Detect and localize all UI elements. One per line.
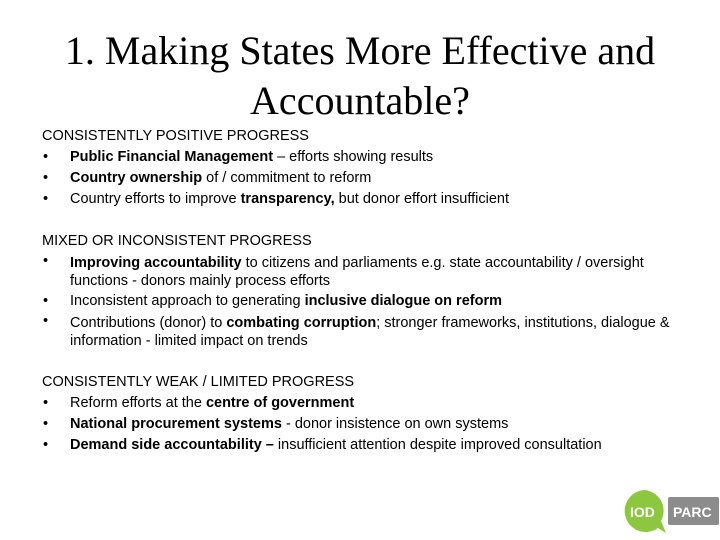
- item-text: - donor insistence on own systems: [281, 416, 509, 432]
- bold-phrase: Improving accountability: [70, 255, 242, 271]
- section-heading: CONSISTENTLY WEAK / LIMITED PROGRESS: [42, 374, 355, 390]
- slide-body: [42, 126, 692, 477]
- bold-phrase: inclusive dialogue on reform: [304, 293, 502, 309]
- item-text: to citizens and parliaments e.g. state accountability / oversight functions - donors mainly process efforts: [70, 255, 644, 289]
- bullet-icon: •: [43, 293, 49, 309]
- bold-phrase: Demand side accountability –: [70, 437, 274, 453]
- item-text: insufficient attention despite improved consultation: [273, 437, 602, 453]
- bold-phrase: combating corruption: [226, 315, 377, 331]
- slide-title-line-1: 1. Making States More Effective and: [64, 28, 656, 73]
- bold-phrase: centre of government: [205, 395, 355, 411]
- bold-phrase: Public Financial Management: [70, 149, 274, 165]
- bullet-icon: •: [43, 313, 49, 329]
- section-mixed: [42, 231, 692, 351]
- list-item: [42, 414, 692, 435]
- list-item: [42, 291, 692, 312]
- bullet-icon: •: [43, 170, 49, 186]
- item-text: Country efforts to improve: [70, 191, 241, 207]
- bullet-list: [42, 393, 692, 456]
- list-item: [42, 393, 692, 414]
- slide-title-line-2: Accountable?: [250, 78, 470, 123]
- list-item: [42, 168, 692, 189]
- bullet-icon: •: [43, 395, 49, 411]
- bullet-icon: •: [43, 149, 49, 165]
- item-text: of / commitment to reform: [202, 170, 372, 186]
- item-text: but donor effort insufficient: [334, 191, 510, 207]
- section-heading: MIXED OR INCONSISTENT PROGRESS: [42, 233, 312, 249]
- list-item: [42, 312, 692, 351]
- section-positive: [42, 126, 692, 210]
- slide-title: [0, 26, 720, 126]
- item-text: – efforts showing results: [273, 149, 434, 165]
- list-item: [42, 252, 692, 291]
- bullet-list: [42, 252, 692, 351]
- bullet-icon: •: [43, 416, 49, 432]
- bullet-icon: •: [43, 437, 49, 453]
- section-weak: [42, 372, 692, 456]
- logo-right-text: PARC: [673, 504, 712, 520]
- bullet-icon: •: [43, 253, 49, 269]
- bold-phrase: transparency,: [240, 191, 335, 207]
- logo-left-text: IOD: [630, 504, 655, 520]
- item-text: Inconsistent approach to generating: [70, 293, 305, 309]
- item-text: Contributions (donor) to: [70, 315, 227, 331]
- item-text: ; stronger frameworks, institutions, dialogue & information - limited impact on trends: [70, 315, 670, 349]
- list-item: [42, 189, 692, 210]
- section-heading: CONSISTENTLY POSITIVE PROGRESS: [42, 128, 309, 144]
- bullet-list: [42, 147, 692, 210]
- bold-phrase: Country ownership: [70, 170, 203, 186]
- list-item: [42, 147, 692, 168]
- item-text: Reform efforts at the: [70, 395, 206, 411]
- iod-parc-logo: [614, 488, 720, 534]
- bold-phrase: National procurement systems: [70, 416, 282, 432]
- list-item: [42, 435, 692, 456]
- bullet-icon: •: [43, 191, 49, 207]
